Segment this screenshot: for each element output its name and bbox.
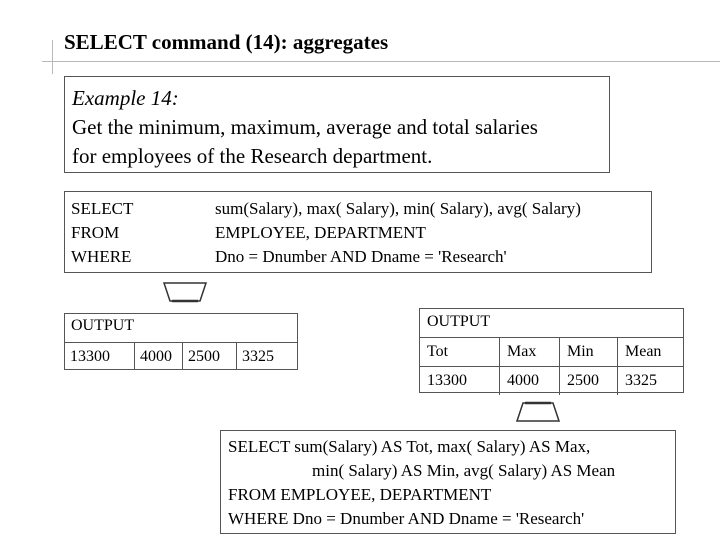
example-text-line-2: for employees of the Research department. (72, 144, 433, 168)
output-table-named (419, 308, 684, 393)
table-header-row (420, 337, 683, 366)
example-text-line-1: Get the minimum, maximum, average and total salaries (72, 115, 538, 139)
output-label: OUTPUT (71, 317, 135, 334)
query-line-from: FROM EMPLOYEE, DEPARTMENT (228, 485, 492, 504)
query-line-select-cont: min( Salary) AS Min, avg( Salary) AS Mean (312, 461, 616, 480)
column-header-min: Min (560, 338, 618, 366)
up-arrow-icon (515, 401, 561, 423)
query-line-where: WHERE Dno = Dnumber AND Dname = 'Research' (228, 509, 585, 528)
column-header-mean: Mean (625, 343, 662, 360)
example-heading: Example 14: (72, 86, 179, 110)
sql-query-with-aliases (220, 430, 676, 534)
sql-query-basic (64, 191, 652, 273)
select-keyword: SELECT (71, 199, 134, 218)
from-expression: EMPLOYEE, DEPARTMENT (215, 223, 426, 242)
title-accent-bar (52, 40, 53, 74)
example-box (64, 76, 610, 173)
output-value-max: 4000 (135, 343, 183, 370)
query-line-select: SELECT sum(Salary) AS Tot, max( Salary) AS Max, (228, 437, 591, 456)
output-value-min: 2500 (183, 343, 237, 370)
output-box-unnamed (64, 313, 298, 370)
where-expression: Dno = Dnumber AND Dname = 'Research' (215, 247, 507, 266)
table-row (420, 366, 683, 395)
slide-title: SELECT command (14): aggregates (64, 30, 389, 54)
title-divider (42, 61, 720, 62)
output-value-sum: 13300 (65, 343, 135, 370)
cell-min: 2500 (560, 367, 618, 395)
from-keyword: FROM (71, 223, 120, 242)
column-header-tot: Tot (420, 338, 500, 366)
cell-mean: 3325 (625, 372, 657, 389)
cell-tot: 13300 (420, 367, 500, 395)
select-expression: sum(Salary), max( Salary), min( Salary), avg( Salary) (215, 199, 581, 218)
column-header-max: Max (500, 338, 560, 366)
output-label: OUTPUT (427, 313, 491, 330)
down-arrow-icon (162, 281, 208, 303)
cell-max: 4000 (500, 367, 560, 395)
output-value-avg: 3325 (242, 348, 274, 365)
where-keyword: WHERE (71, 247, 132, 266)
